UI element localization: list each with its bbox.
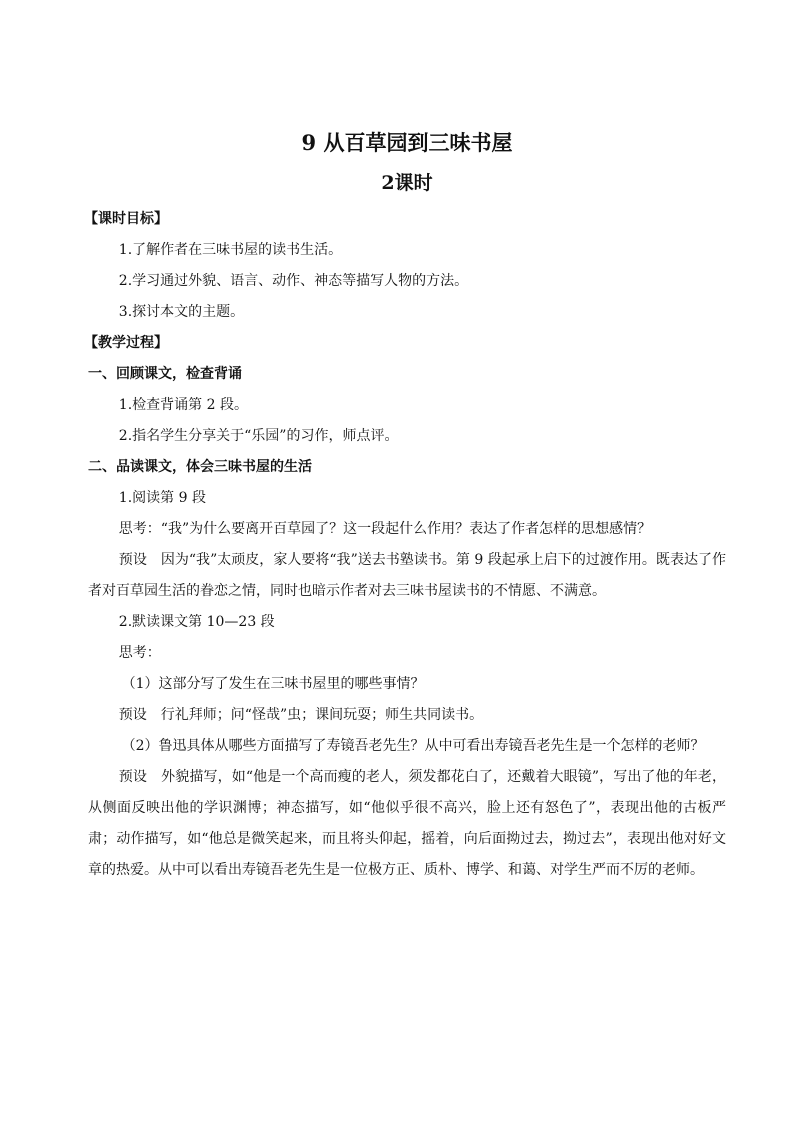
section1-item: 1.检查背诵第 2 段。 xyxy=(118,397,248,413)
section2-paragraph: 思考：“我”为什么要离开百草园了？这一段起什么作用？表达了作者怎样的思想感情？ xyxy=(118,521,652,537)
section1-item: 2.指名学生分享关于“乐园”的习作，师点评。 xyxy=(118,428,399,444)
section1-heading: 一、回顾课文，检查背诵 xyxy=(88,366,242,382)
goal-item: 3.探讨本文的主题。 xyxy=(118,304,245,320)
section2-paragraph: 预设 外貌描写，如“他是一个高而瘦的老人，须发都花白了，还戴着大眼镜”，写出了他的年老，从侧面反映出他的学识渊博；神态描写，如“他似乎很不高兴，脸上还有怒色了”，表现出他的古板严肃；动作描写，如“他总是微笑起来，而且将头仰起，摇着，向后面拗过去，拗过去”，表现出他对好文章的热爱。从中可以看出寿镜吾老先生是一位极方正、质朴、博学、和蔼、对学生严而不厉的老师。 xyxy=(88,769,726,878)
section2-paragraph: （2）鲁迅具体从哪些方面描写了寿镜吾老先生？从中可看出寿镜吾老先生是一个怎样的老师？ xyxy=(121,738,705,754)
section2-paragraph: 1.阅读第 9 段 xyxy=(118,490,206,506)
goal-item: 1.了解作者在三味书屋的读书生活。 xyxy=(118,242,343,258)
document-title: 9 从百草园到三味书屋 xyxy=(301,130,513,155)
goal-item: 2.学习通过外貌、语言、动作、神态等描写人物的方法。 xyxy=(118,273,469,289)
document-subtitle: 2课时 xyxy=(381,172,433,194)
section2-paragraph: 2.默读课文第 10—23 段 xyxy=(118,614,275,630)
section2-paragraph: 思考： xyxy=(118,645,161,661)
section2-paragraph: （1）这部分写了发生在三味书屋里的哪些事情？ xyxy=(121,676,425,692)
process-label: 【教学过程】 xyxy=(84,335,168,351)
section2-heading: 二、品读课文，体会三味书屋的生活 xyxy=(88,459,312,475)
goals-label: 【课时目标】 xyxy=(84,211,168,227)
section2-paragraph: 预设 行礼拜师；问“怪哉”虫；课间玩耍；师生共同读书。 xyxy=(118,707,484,723)
section2-paragraph: 预设 因为“我”太顽皮，家人要将“我”送去书塾读书。第 9 段起承上启下的过渡作用。既表达了作者对百草园生活的眷恋之情，同时也暗示作者对去三味书屋读书的不情愿、不满意。 xyxy=(88,552,726,599)
document-content xyxy=(84,126,726,886)
